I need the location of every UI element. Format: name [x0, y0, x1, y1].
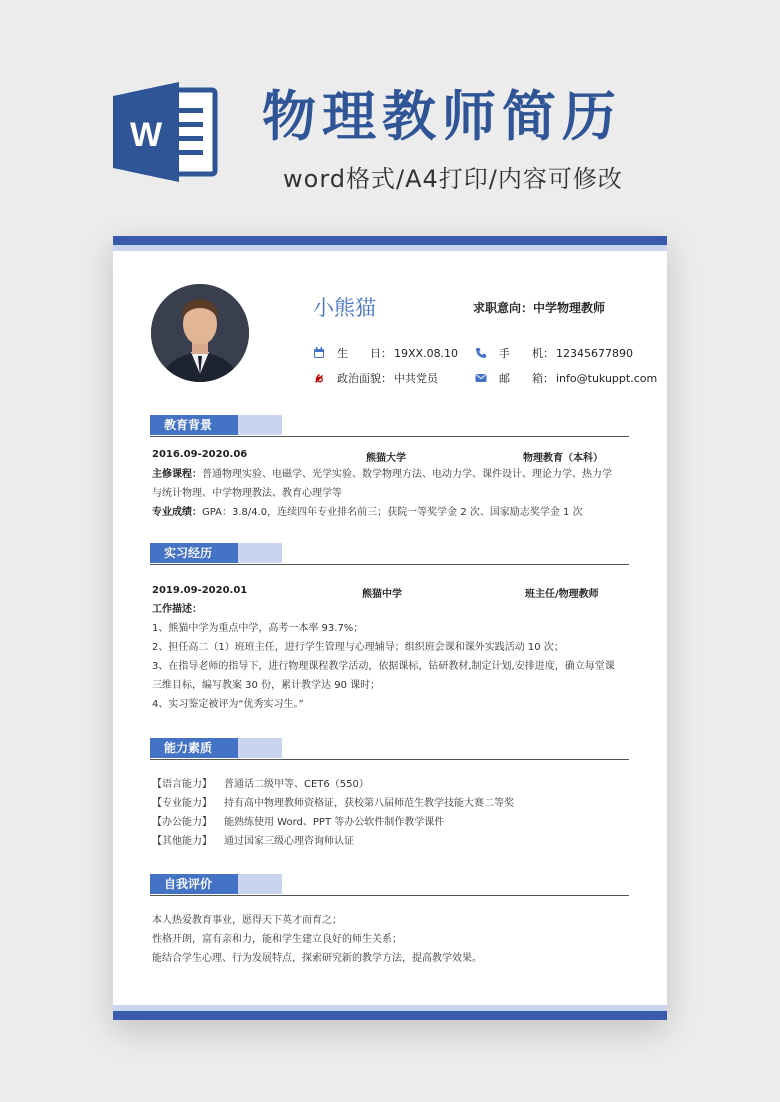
self-eval-section-header: [150, 874, 629, 894]
education-courses: [152, 468, 612, 482]
birth-label: 生 日：: [337, 347, 392, 360]
job-intent-label: 求职意向：: [473, 301, 534, 315]
avatar: [151, 284, 249, 382]
email-value: info@tukuppt.com: [556, 371, 658, 385]
politics-info: [313, 370, 438, 386]
job-intent-value: 中学物理教师: [533, 301, 606, 315]
skill-value: 持有高中物理教师资格证，获校第八届师范生教学技能大赛二等奖: [224, 798, 514, 809]
section-rule: [150, 564, 629, 565]
internship-role: 班主任/物理教师: [525, 589, 599, 600]
skill-value: 通过国家三级心理咨询师认证: [224, 836, 354, 847]
courses-label: 主修课程：: [152, 469, 202, 480]
job-intent: [473, 299, 605, 316]
internship-desc-label: [152, 603, 202, 617]
page-title: 物理教师简历: [262, 85, 622, 148]
section-tab-accent: [238, 874, 282, 894]
self-eval-line-2: 性格开朗，富有亲和力，能和学生建立良好的师生关系；: [152, 934, 402, 945]
education-period: 2016.09-2020.06: [152, 449, 248, 460]
skills-title: 能力素质: [150, 738, 238, 758]
self-eval-line-1: 本人热爱教育事业，愿得天下英才而育之；: [152, 915, 342, 926]
education-grades: [152, 506, 583, 520]
skill-label: 【办公能力】: [152, 817, 212, 828]
internship-section-header: [150, 543, 629, 563]
party-emblem-icon: [313, 372, 325, 384]
word-logo-icon: [113, 82, 219, 182]
internship-item-2: 2、担任高二（1）班班主任，进行学生管理与心理辅导；组织班会课和课外实践活动 10 次；: [152, 642, 564, 653]
phone-label: 手 机：: [499, 347, 554, 360]
courses-line-1: 普通物理实验、电磁学、光学实验、数学物理方法、电动力学、课件设计、理论力学、热力学: [202, 469, 612, 480]
skill-label: 【语言能力】: [152, 779, 212, 790]
skill-row-language: [152, 778, 369, 792]
top-bar-dark: [113, 236, 667, 245]
phone-value: 12345677890: [556, 346, 633, 360]
section-tab-accent: [238, 543, 282, 563]
courses-line-2: 与统计物理、中学物理教法、教育心理学等: [152, 488, 342, 499]
section-rule: [150, 895, 629, 896]
section-tab-accent: [238, 415, 282, 435]
internship-item-3: 3、在指导老师的指导下，进行物理课程教学活动，依据课标，钻研教材,制定计划,安排进度，确立每堂课: [152, 661, 615, 672]
self-eval-line-3: 能结合学生心理、行为发展特点，探索研究新的教学方法，提高教学效果。: [152, 953, 482, 964]
birth-value: 19XX.08.10: [394, 346, 459, 360]
skill-label: 【其他能力】: [152, 836, 212, 847]
internship-school: 熊猫中学: [362, 589, 402, 600]
education-major: 物理教育（本科）: [523, 453, 603, 464]
birth-info: [313, 345, 458, 361]
resume-paper: [113, 236, 667, 1020]
skill-row-other: [152, 835, 354, 849]
skill-label: 【专业能力】: [152, 798, 212, 809]
word-logo-letter: W: [129, 116, 163, 154]
internship-item-1: 1、熊猫中学为重点中学，高考一本率 93.7%；: [152, 623, 364, 634]
skill-value: 能熟练使用 Word、PPT 等办公软件制作教学课件: [224, 817, 445, 828]
skill-row-office: [152, 816, 444, 830]
desc-label-text: 工作描述：: [152, 604, 202, 615]
skill-row-professional: [152, 797, 514, 811]
education-school: 熊猫大学: [366, 453, 406, 464]
candidate-name: 小熊猫: [313, 296, 376, 320]
bottom-bar-dark: [113, 1011, 667, 1020]
internship-item-4: 4、实习鉴定被评为“优秀实习生。”: [152, 699, 304, 710]
internship-item-3-cont: 三维目标，编写教案 30 份，累计教学达 90 课时；: [152, 680, 381, 691]
top-bar-light: [113, 245, 667, 251]
politics-value: 中共党员: [394, 372, 438, 385]
politics-label: 政治面貌：: [337, 372, 392, 385]
internship-title: 实习经历: [150, 543, 238, 563]
phone-icon: [475, 347, 487, 359]
grades-label: 专业成绩：: [152, 507, 202, 518]
email-info: [475, 370, 657, 386]
page-subtitle: word格式/A4打印/内容可修改: [283, 165, 623, 193]
education-section-header: [150, 415, 629, 435]
internship-period: 2019.09-2020.01: [152, 585, 248, 596]
calendar-icon: [313, 347, 325, 359]
skills-section-header: [150, 738, 629, 758]
section-tab-accent: [238, 738, 282, 758]
email-label: 邮 箱：: [499, 372, 554, 385]
phone-info: [475, 345, 633, 361]
skill-value: 普通话二级甲等、CET6（550）: [224, 779, 369, 790]
mail-icon: [475, 372, 487, 384]
education-title: 教育背景: [150, 415, 238, 435]
section-rule: [150, 436, 629, 437]
self-eval-title: 自我评价: [150, 874, 238, 894]
grades-value: GPA：3.8/4.0，连续四年专业排名前三；获院一等奖学金 2 次、国家励志奖学金 1 次: [202, 507, 583, 518]
section-rule: [150, 759, 629, 760]
